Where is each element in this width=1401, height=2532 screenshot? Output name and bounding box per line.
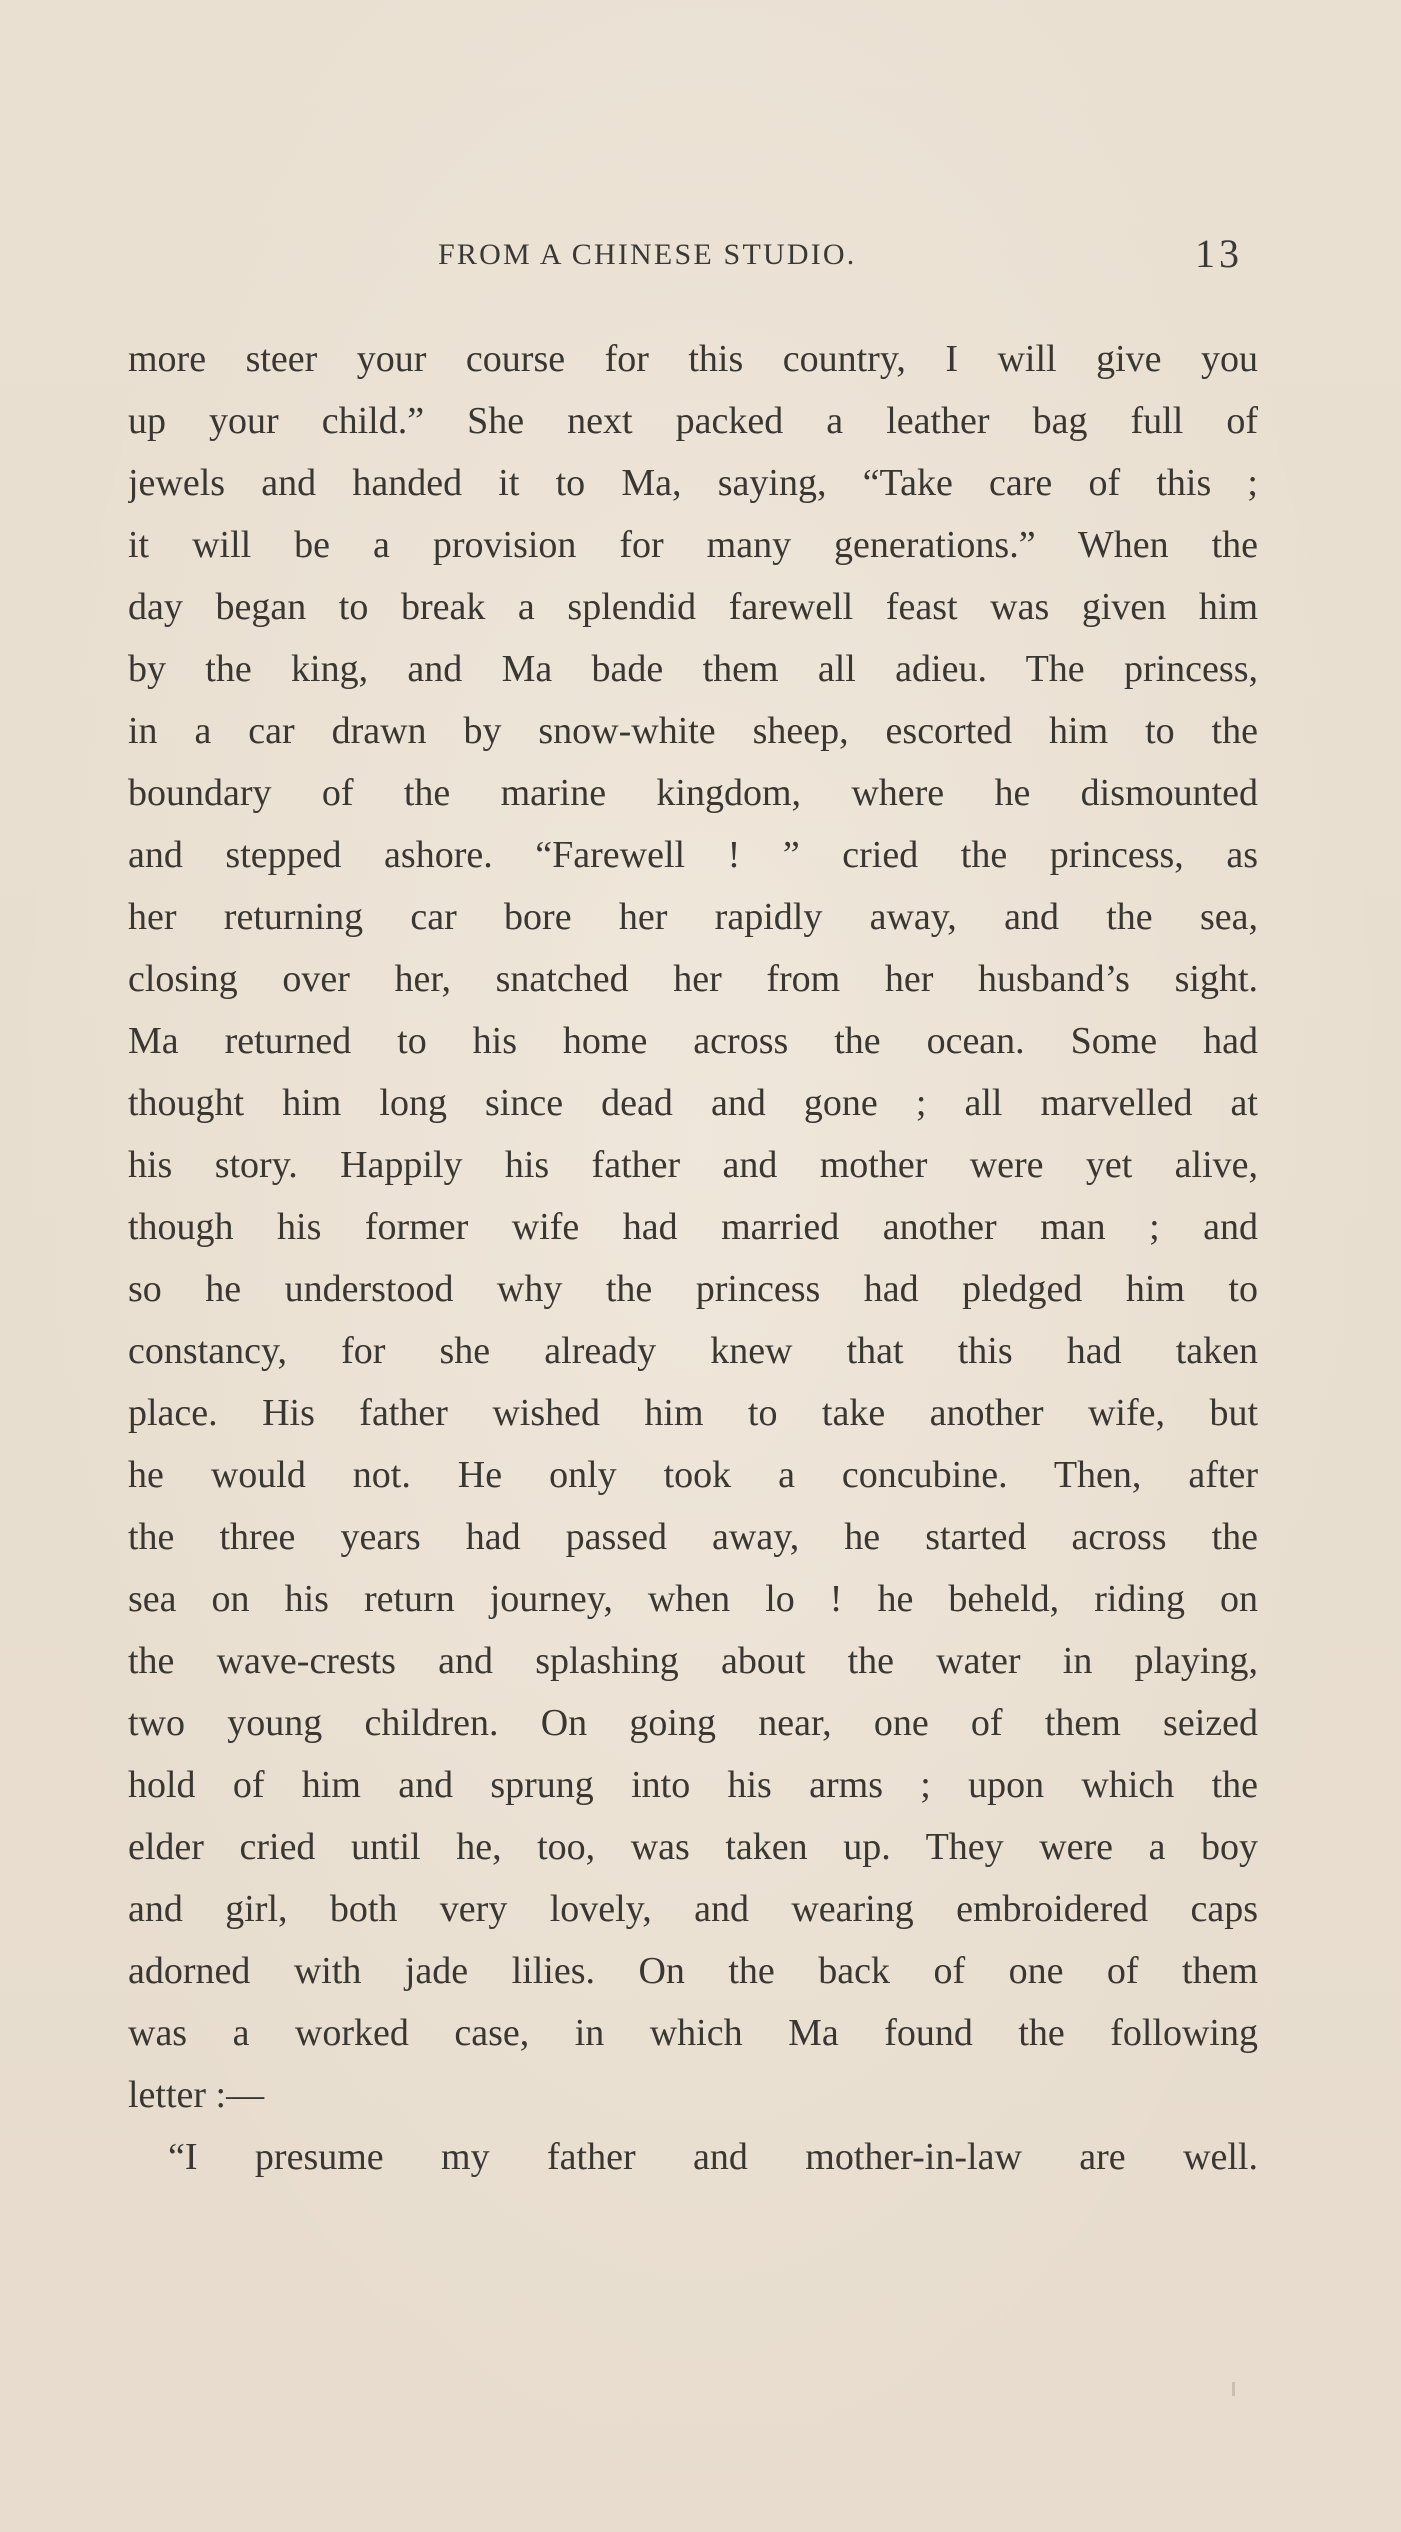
text-line: so he understood why the princess had pledged him to <box>128 1268 1258 1310</box>
text-line: day began to break a splendid farewell feast was given him <box>128 586 1258 628</box>
text-line-paragraph-end: letter :— <box>128 2074 265 2116</box>
text-line-new-paragraph: “I presume my father and mother-in-law are well. <box>168 2136 1258 2178</box>
text-line: it will be a provision for many generations.” When the <box>128 524 1258 566</box>
running-head <box>0 230 1401 290</box>
text-line: sea on his return journey, when lo ! he beheld, riding on <box>128 1578 1258 1620</box>
text-line: by the king, and Ma bade them all adieu. The princess, <box>128 648 1258 690</box>
text-line: adorned with jade lilies. On the back of one of them <box>128 1950 1258 1992</box>
text-line: his story. Happily his father and mother were yet alive, <box>128 1144 1258 1186</box>
text-line: Ma returned to his home across the ocean. Some had <box>128 1020 1258 1062</box>
text-line: boundary of the marine kingdom, where he dismounted <box>128 772 1258 814</box>
page-number: 13 <box>1195 231 1243 276</box>
text-line: and girl, both very lovely, and wearing embroidered caps <box>128 1888 1258 1930</box>
body-text <box>128 328 1258 2188</box>
paper-speck <box>1232 2382 1235 2396</box>
text-line: hold of him and sprung into his arms ; upon which the <box>128 1764 1258 1806</box>
text-line: two young children. On going near, one of them seized <box>128 1702 1258 1744</box>
text-line: up your child.” She next packed a leather bag full of <box>128 400 1258 442</box>
text-line: he would not. He only took a concubine. Then, after <box>128 1454 1258 1496</box>
text-line: elder cried until he, too, was taken up. They were a boy <box>128 1826 1258 1868</box>
text-line: closing over her, snatched her from her husband’s sight. <box>128 958 1258 1000</box>
running-title: FROM A CHINESE STUDIO. <box>438 238 857 271</box>
text-line: was a worked case, in which Ma found the following <box>128 2012 1258 2054</box>
text-line: though his former wife had married another man ; and <box>128 1206 1258 1248</box>
text-line: in a car drawn by snow-white sheep, escorted him to the <box>128 710 1258 752</box>
text-line: more steer your course for this country, I will give you <box>128 338 1258 380</box>
text-line: the three years had passed away, he started across the <box>128 1516 1258 1558</box>
text-line: thought him long since dead and gone ; all marvelled at <box>128 1082 1258 1124</box>
text-line: place. His father wished him to take another wife, but <box>128 1392 1258 1434</box>
text-line: the wave-crests and splashing about the water in playing, <box>128 1640 1258 1682</box>
text-line: and stepped ashore. “Farewell ! ” cried the princess, as <box>128 834 1258 876</box>
text-line: jewels and handed it to Ma, saying, “Take care of this ; <box>128 462 1258 504</box>
text-line: constancy, for she already knew that this had taken <box>128 1330 1258 1372</box>
text-line: her returning car bore her rapidly away, and the sea, <box>128 896 1258 938</box>
